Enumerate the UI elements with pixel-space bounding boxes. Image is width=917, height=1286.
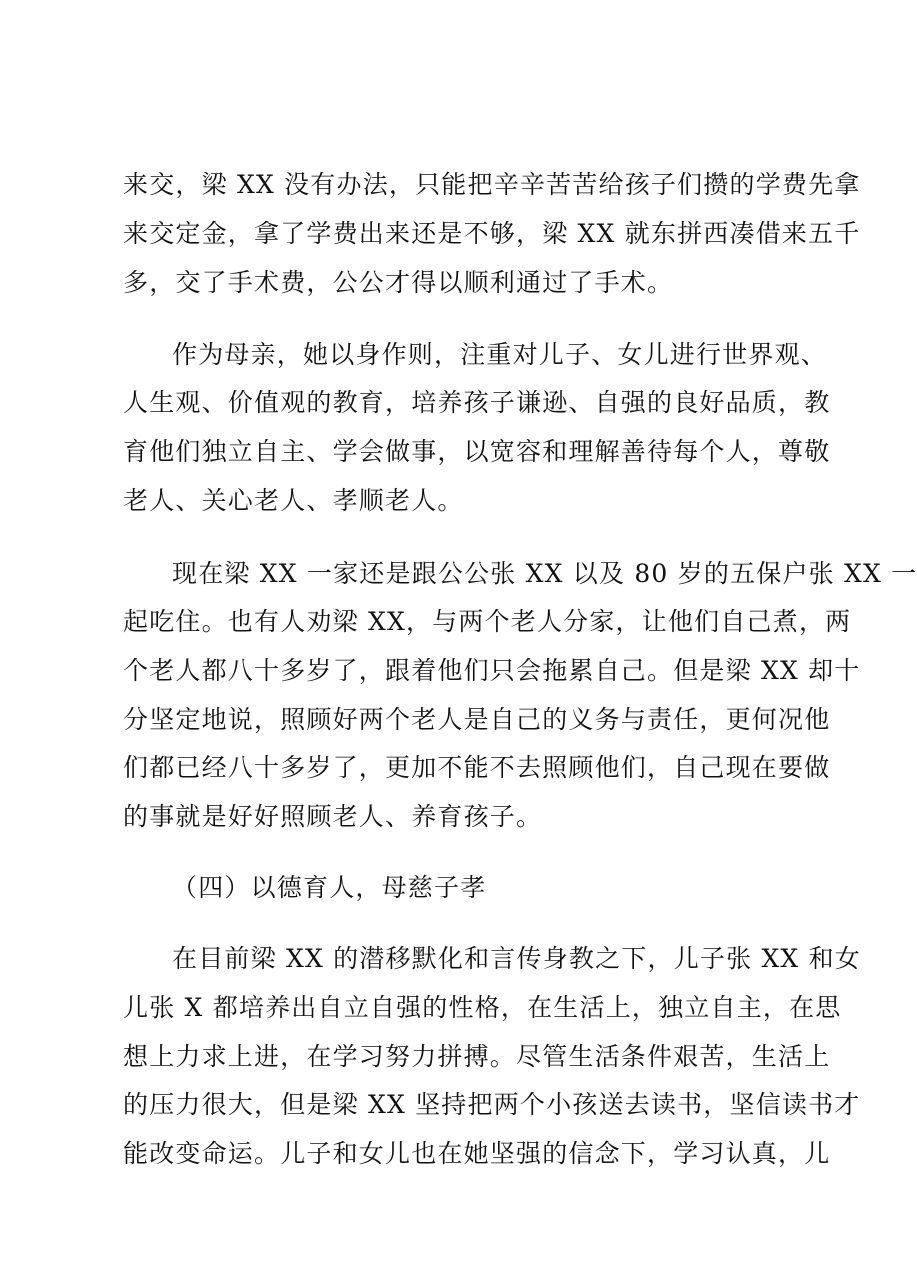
text-line: 老人、关心老人、孝顺老人。	[123, 486, 464, 515]
text-line: 能改变命运。儿子和女儿也在她坚强的信念下，学习认真，儿	[123, 1139, 831, 1168]
text-line: 育他们独立自主、学会做事，以宽容和理解善待每个人，尊敬	[123, 437, 831, 466]
section-heading: （四）以德育人，母慈子孝	[172, 873, 487, 902]
text-line: 儿张 X 都培养出自立自强的性格，在生活上，独立自主，在思	[123, 993, 842, 1022]
text-line: 个老人都八十多岁了，跟着他们只会拖累自己。但是梁 XX 却十	[123, 656, 861, 685]
text-line: 的事就是好好照顾老人、养育孩子。	[123, 802, 543, 831]
text-line: 的压力很大，但是梁 XX 坚持把两个小孩送去读书，坚信读书才	[123, 1090, 861, 1119]
text-line: 来交定金，拿了学费出来还是不够，梁 XX 就东拼西凑借来五千	[123, 219, 861, 248]
text-line: 们都已经八十多岁了，更加不能不去照顾他们，自己现在要做	[123, 753, 831, 782]
paragraph-first-line: 作为母亲，她以身作则，注重对儿子、女儿进行世界观、	[172, 340, 828, 369]
text-line: 起吃住。也有人劝梁 XX，与两个老人分家，让他们自己煮，两	[123, 607, 852, 636]
text-line: 分坚定地说，照顾好两个老人是自己的义务与责任，更何况他	[123, 705, 831, 734]
text-line: 来交，梁 XX 没有办法，只能把辛辛苦苦给孩子们攒的学费先拿	[123, 170, 861, 199]
paragraph-first-line: 在目前梁 XX 的潜移默化和言传身教之下，儿子张 XX 和女	[172, 944, 861, 973]
text-line: 人生观、价值观的教育，培养孩子谦逊、自强的良好品质，教	[123, 388, 831, 417]
paragraph-first-line: 现在梁 XX 一家还是跟公公张 XX 以及 80 岁的五保户张 XX 一	[172, 559, 917, 588]
text-line: 想上力求上进，在学习努力拼搏。尽管生活条件艰苦，生活上	[123, 1042, 831, 1071]
text-line: 多，交了手术费，公公才得以顺利通过了手术。	[123, 268, 674, 297]
